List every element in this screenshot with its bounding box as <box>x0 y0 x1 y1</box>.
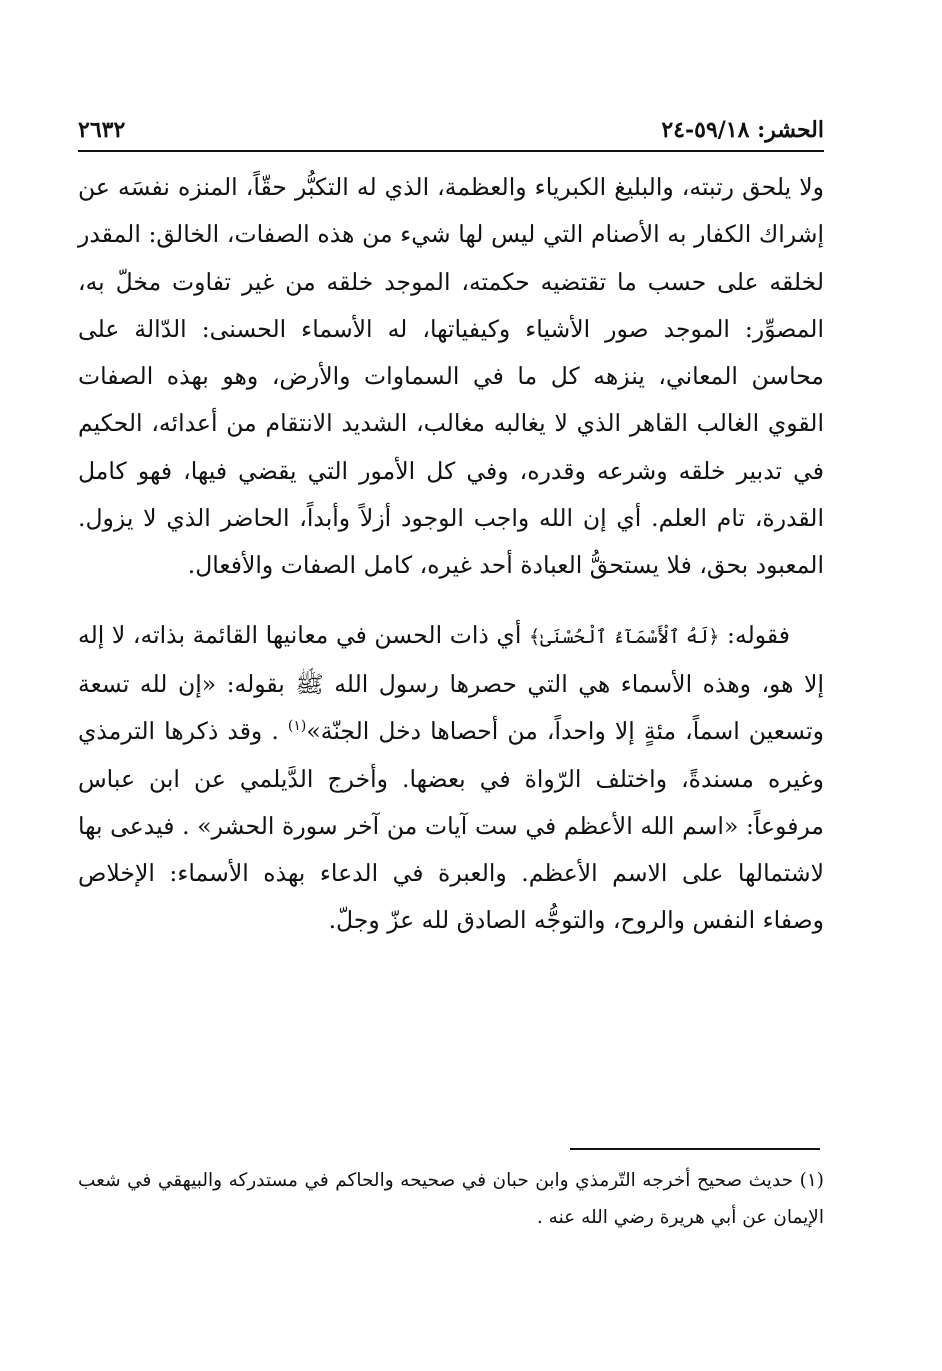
paragraph-2 <box>78 612 824 945</box>
running-header <box>78 112 824 148</box>
paragraph-2-text-a: أي ذات الحسن في معانيها القائمة بذاته، لا إله إلا هو، وهذه الأسماء هي التي حصرها رسول الله ﷺ بقوله: «إن لله تسعة وتسعين اسماً، مئةٍ إلا واحداً، من أحصاها دخل الجنّة» <box>78 620 824 746</box>
footnote-1: (١) حديث صحيح أخرجه التّرمذي وابن حبان في صحيحه والحاكم في مستدركه والبيهقي في شعب الإيمان عن أبي هريرة رضي الله عنه . <box>78 1170 824 1228</box>
footnote-marker: (١) <box>287 718 307 735</box>
paragraph-2-text-b: . وقد ذكرها الترمذي وغيره مسندةً، واختلف الرّواة في بعضها. وأخرج الدَّيلمي عن ابن عباس مرفوعاً: «اسم الله الأعظم في ست آيات من آخر سورة الحشر» . فيدعى بها لاشتمالها على الاسم الأعظم. والعبرة في الدعاء بهذه الأسماء: الإخلاص وصفاء النفس والروح، والتوجُّه الصادق لله عزّ وجلّ. <box>78 717 824 935</box>
paragraph-1: ولا يلحق رتبته، والبليغ الكبرياء والعظمة، الذي له التكبُّر حقّاً، المنزه نفسَه عن إشراك الكفار به الأصنام التي ليس لها شيء من هذه الصفات، الخالق: المقدر لخلقه على حسب ما تقتضيه حكمته، الموجد خلقه من غير تفاوت مخلّ به، المصوِّر: الموجد صور الأشياء وكيفياتها، له الأسماء الحسنى: الدّالة على محاسن المعاني، ينزهه كل ما في السماوات والأرض، وهو بهذه الصفات القوي الغالب القاهر الذي لا يغالبه مغالب، الشديد الانتقام من أعدائه، الحكيم في تدبير خلقه وشرعه وقدره، وفي كل الأمور التي يقضي فيها، فهو كامل القدرة، تام العلم. أي إن الله واجب الوجود أزلاً وأبداً، الحاضر الذي لا يزول. المعبود بحق، فلا يستحقُّ العبادة أحد غيره، كامل الصفات والأفعال. <box>78 173 824 580</box>
footnote-rule <box>570 1148 820 1150</box>
main-text <box>78 164 824 945</box>
paragraph-2-lead: فقوله: <box>727 620 790 649</box>
header-rule <box>78 150 824 152</box>
quran-quote: ﴿لَهُ ٱلْأَسْمَآءُ ٱلْحُسْنَىٰ﴾ <box>528 625 720 648</box>
footnotes <box>78 1162 824 1236</box>
chapter-reference: الحشر: ٥٩/١٨-٢٤ <box>661 117 824 143</box>
page-number: ٢٦٣٢ <box>78 117 126 143</box>
